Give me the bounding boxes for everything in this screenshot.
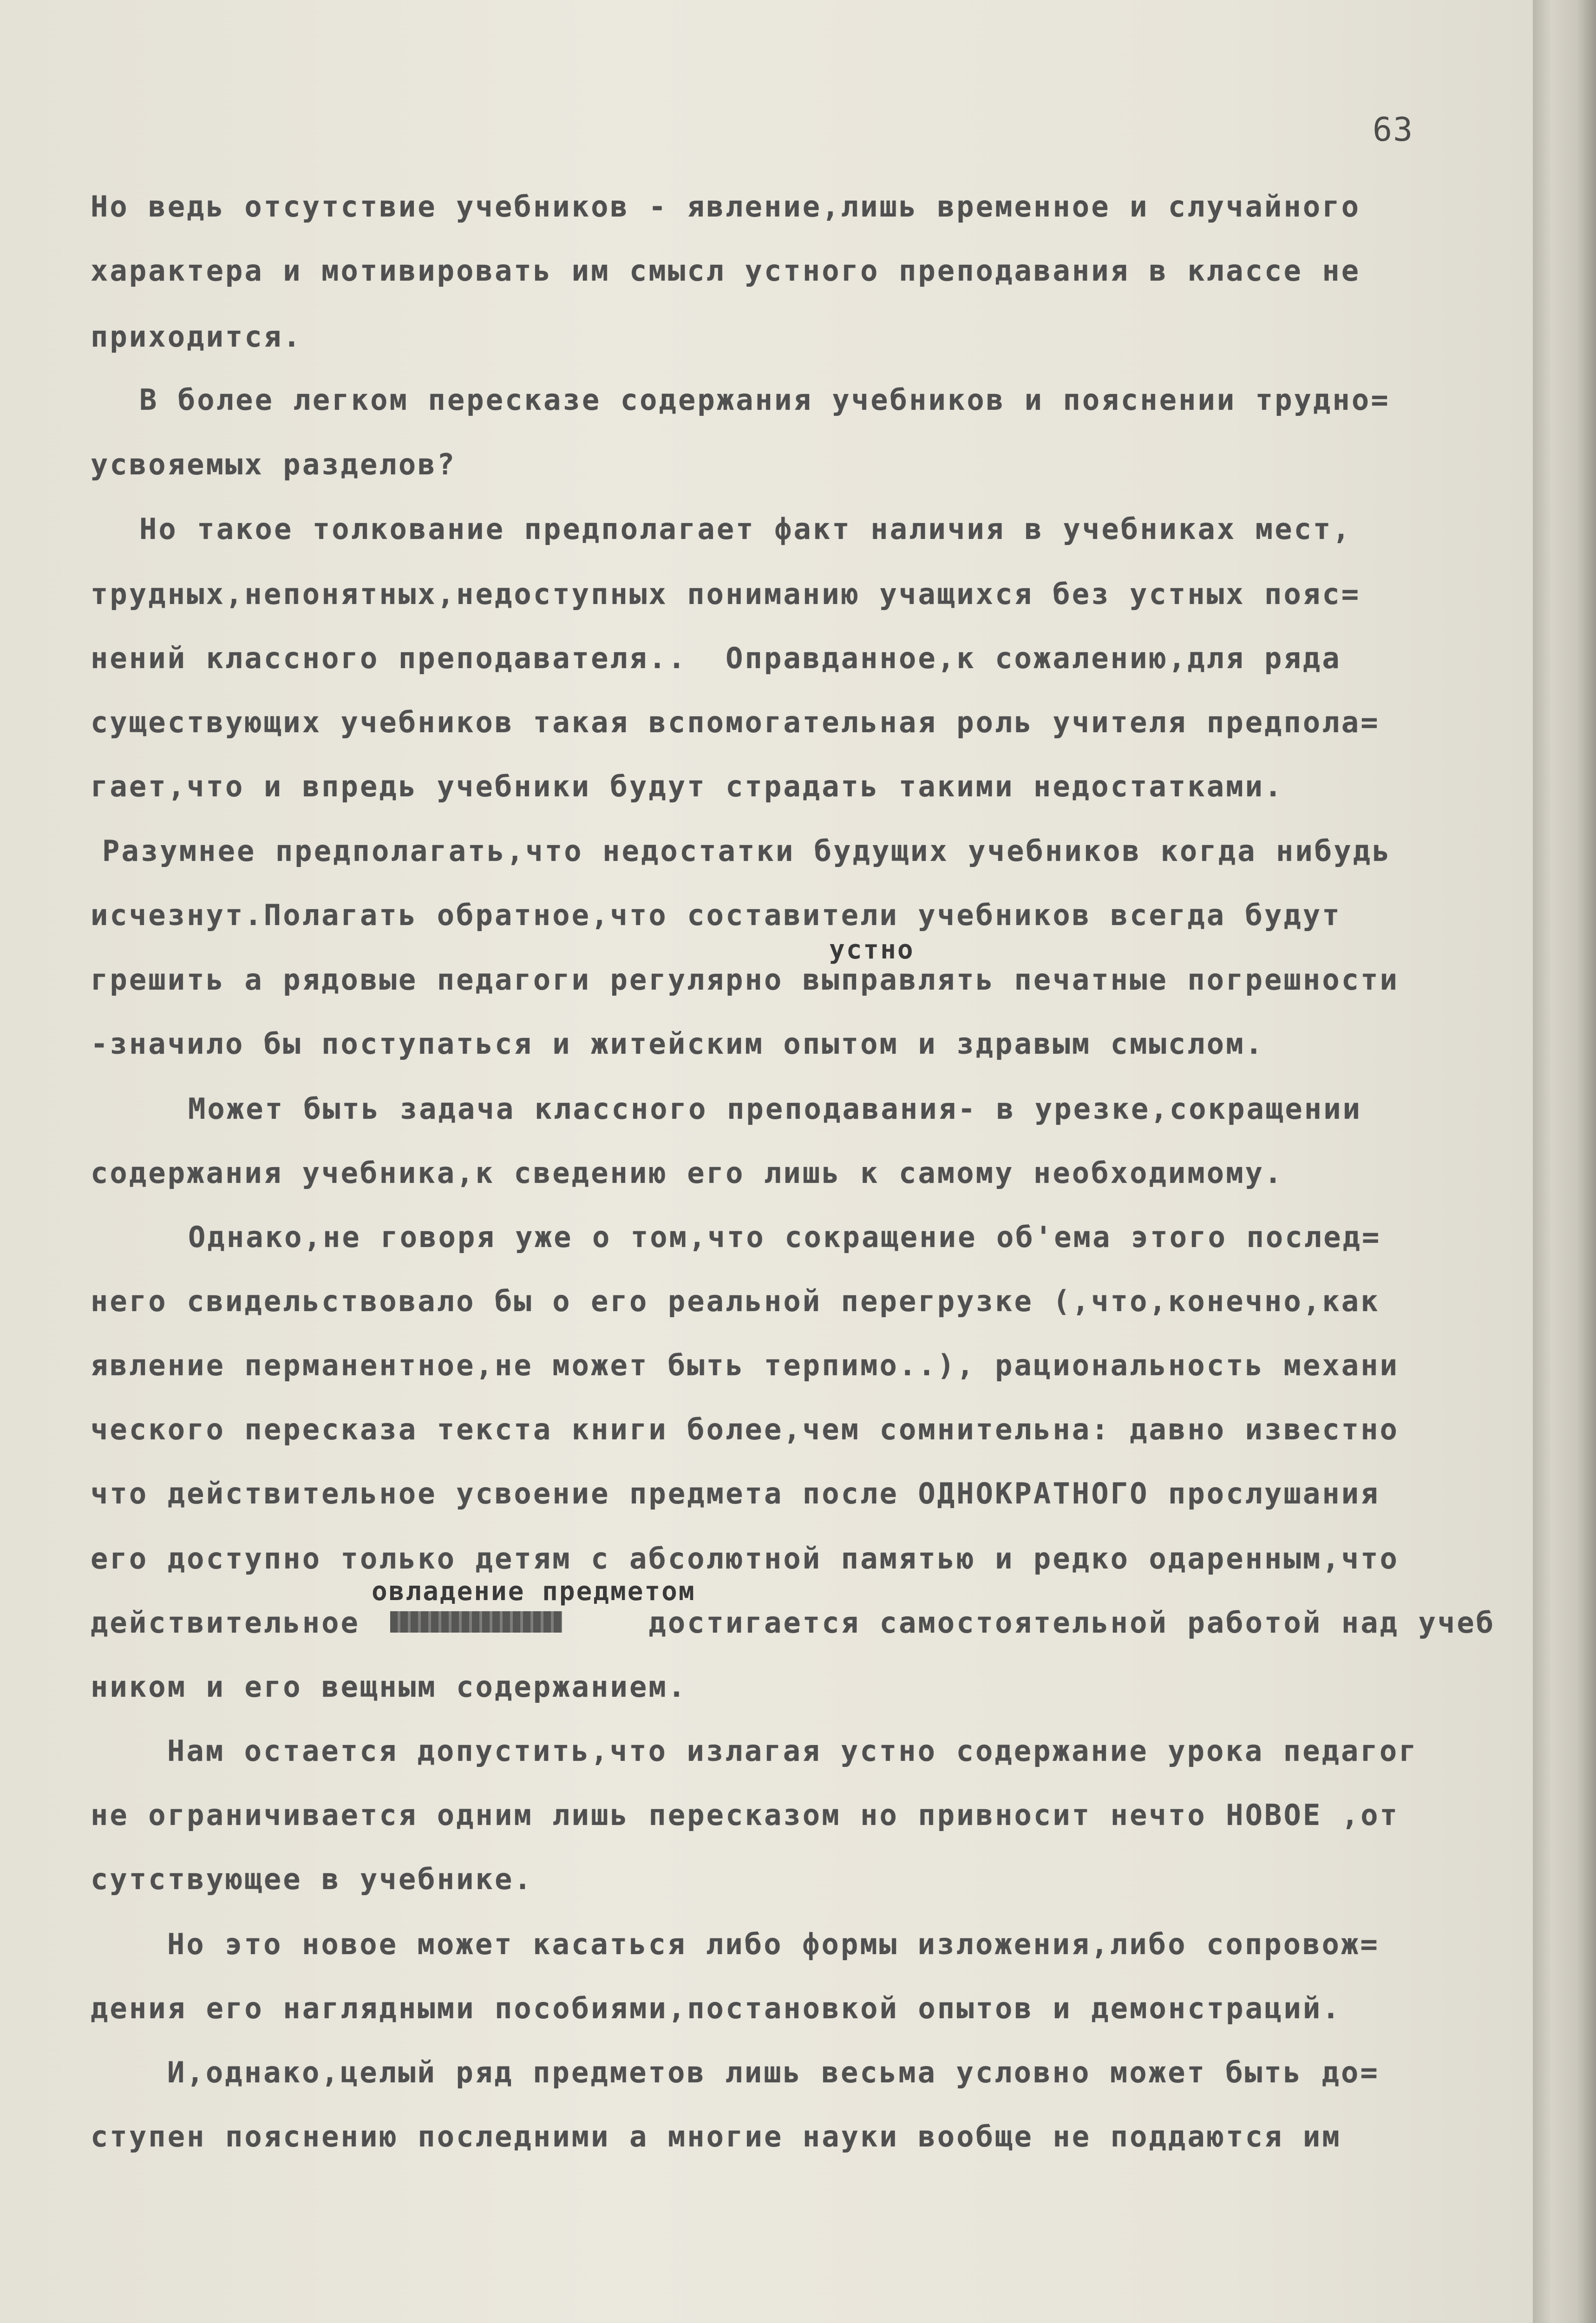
text-line: ческого пересказа текста книги более,чем сомнительна: давно известно xyxy=(91,1412,1400,1446)
text-line: Но такое толкование предполагает факт наличия в учебниках мест, xyxy=(139,512,1352,546)
text-line: ступен пояснению последними а многие науки вообще не поддаются им xyxy=(91,2120,1341,2153)
text-line: приходится. xyxy=(91,320,302,354)
handwritten-insertion: овладение предметом xyxy=(372,1576,696,1607)
text-line: сутствующее в учебнике. xyxy=(91,1862,533,1896)
text-line: ником и его вещным содержанием. xyxy=(91,1670,687,1704)
text-line: -значило бы поступаться и житейским опытом и здравым смыслом. xyxy=(91,1027,1265,1061)
text-line: дения его наглядными пособиями,постановкой опытов и демонстраций. xyxy=(91,1991,1341,2025)
text-line: исчезнут.Полагать обратное,что составители учебников всегда будут xyxy=(91,898,1341,932)
text-line: усвояемых разделов? xyxy=(91,447,457,481)
text-line: что действительное усвоение предмета после ОДНОКРАТНОГО прослушания xyxy=(91,1476,1380,1510)
text-line: В более легком пересказе содержания учебников и пояснении трудно= xyxy=(139,383,1390,417)
text-line: гает,что и впредь учебники будут страдать такими недостатками. xyxy=(91,769,1284,803)
handwritten-insertion: устно xyxy=(829,935,915,965)
text-line: И,однако,целый ряд предметов лишь весьма условно может быть до= xyxy=(167,2055,1380,2089)
text-line: трудных,непонятных,недоступных пониманию учащихся без устных пояс= xyxy=(91,577,1361,611)
text-line: Однако,не говоря уже о том,что сокращение об'ема этого послед= xyxy=(188,1220,1381,1254)
text-line: Разумнее предполагать,что недостатки будущих учебников когда нибудь xyxy=(102,834,1392,868)
text-line: его доступно только детям с абсолютной памятью и редко одаренным,что xyxy=(91,1542,1400,1575)
text-line: существующих учебников такая вспомогательная роль учителя предпола= xyxy=(91,705,1380,739)
text-line: нений классного преподавателя.. Оправданное,к сожалению,для ряда xyxy=(91,641,1341,675)
text-line: Может быть задача классного преподавания- в урезке,сокращении xyxy=(188,1092,1362,1126)
text-line: содержания учебника,к сведению его лишь к самому необходимому. xyxy=(91,1156,1284,1190)
text-line: Но это новое может касаться либо формы изложения,либо сопровож= xyxy=(167,1927,1380,1961)
text-line: действительное достигается самостоятельной работой над учеб xyxy=(91,1606,1496,1640)
text-line: Но ведь отсутствие учебников - явление,лишь временное и случайного xyxy=(91,190,1361,223)
text-line: характера и мотивировать им смысл устного преподавания в классе не xyxy=(91,254,1361,288)
text-line: не ограничивается одним лишь пересказом но привносит нечто НОВОЕ ,от xyxy=(91,1798,1400,1832)
text-line: явление перманентное,не может быть терпимо..), рациональность механи xyxy=(91,1348,1400,1382)
page-stack-edge xyxy=(1533,0,1596,2323)
text-line: грешить а рядовые педагоги регулярно выправлять печатные погрешности xyxy=(91,963,1400,997)
text-line: Нам остается допустить,что излагая устно содержание урока педагог xyxy=(167,1734,1418,1768)
page-number: 63 xyxy=(1373,111,1414,149)
text-line: него свидельствовало бы о его реальной перегрузке (,что,конечно,как xyxy=(91,1284,1380,1318)
